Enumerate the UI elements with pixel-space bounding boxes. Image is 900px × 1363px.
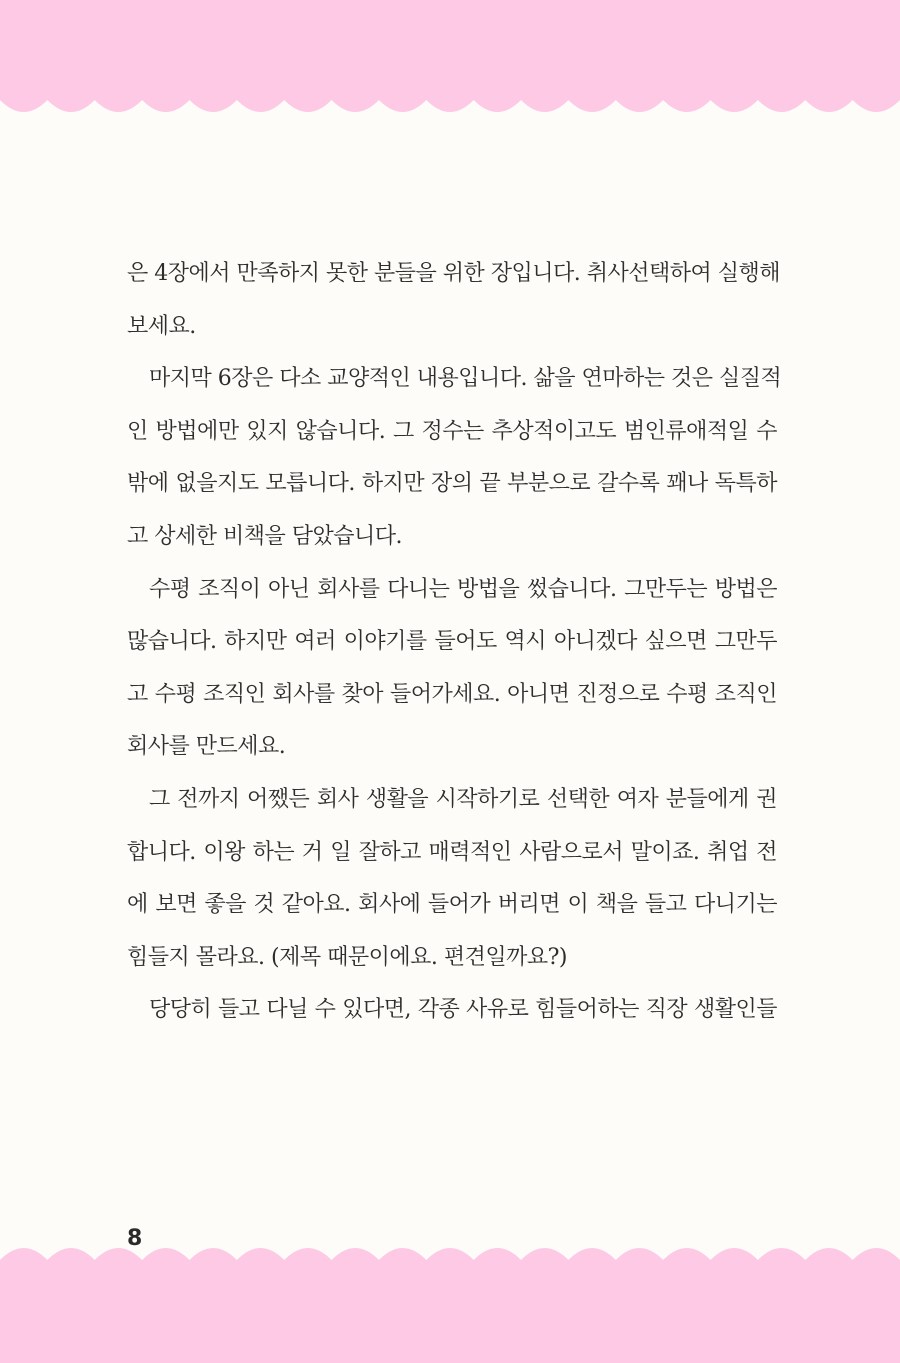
text-line: 합니다. 이왕 하는 거 일 잘하고 매력적인 사람으로서 말이죠. 취업 전 <box>127 839 777 865</box>
bottom-wave-shape <box>0 1248 900 1363</box>
text-line: 고 상세한 비책을 담았습니다. <box>127 523 402 549</box>
text-line: 당당히 들고 다닐 수 있다면, 각종 사유로 힘들어하는 직장 생활인들 <box>149 997 777 1023</box>
text-line: 많습니다. 하지만 여러 이야기를 들어도 역시 아니겠다 싶으면 그만두 <box>127 629 777 655</box>
bottom-pink-wave-band <box>0 1232 900 1363</box>
text-line: 인 방법에만 있지 않습니다. 그 정수는 추상적이고도 범인류애적일 수 <box>127 418 777 444</box>
body-text <box>127 252 782 1041</box>
text-line: 밖에 없을지도 모릅니다. 하지만 장의 끝 부분으로 갈수록 꽤나 독특하 <box>127 471 777 497</box>
text-line: 마지막 6장은 다소 교양적인 내용입니다. 삶을 연마하는 것은 실질적 <box>149 366 782 392</box>
text-line: 그 전까지 어쨌든 회사 생활을 시작하기로 선택한 여자 분들에게 권 <box>149 786 777 812</box>
text-line: 에 보면 좋을 것 같아요. 회사에 들어가 버리면 이 책을 들고 다니기는 <box>127 892 777 918</box>
top-pink-wave-band <box>0 0 900 125</box>
text-line: 회사를 만드세요. <box>127 734 286 760</box>
text-line: 보세요. <box>127 313 196 339</box>
text-line: 수평 조직이 아닌 회사를 다니는 방법을 썼습니다. 그만두는 방법은 <box>149 576 777 602</box>
page-number: 8 <box>127 1226 143 1251</box>
text-line: 힘들지 몰라요. (제목 때문이에요. 편견일까요?) <box>127 944 567 970</box>
text-line: 은 4장에서 만족하지 못한 분들을 위한 장입니다. 취사선택하여 실행해 <box>127 261 780 286</box>
top-wave-shape <box>0 0 900 112</box>
text-line: 고 수평 조직인 회사를 찾아 들어가세요. 아니면 진정으로 수평 조직인 <box>127 681 777 707</box>
